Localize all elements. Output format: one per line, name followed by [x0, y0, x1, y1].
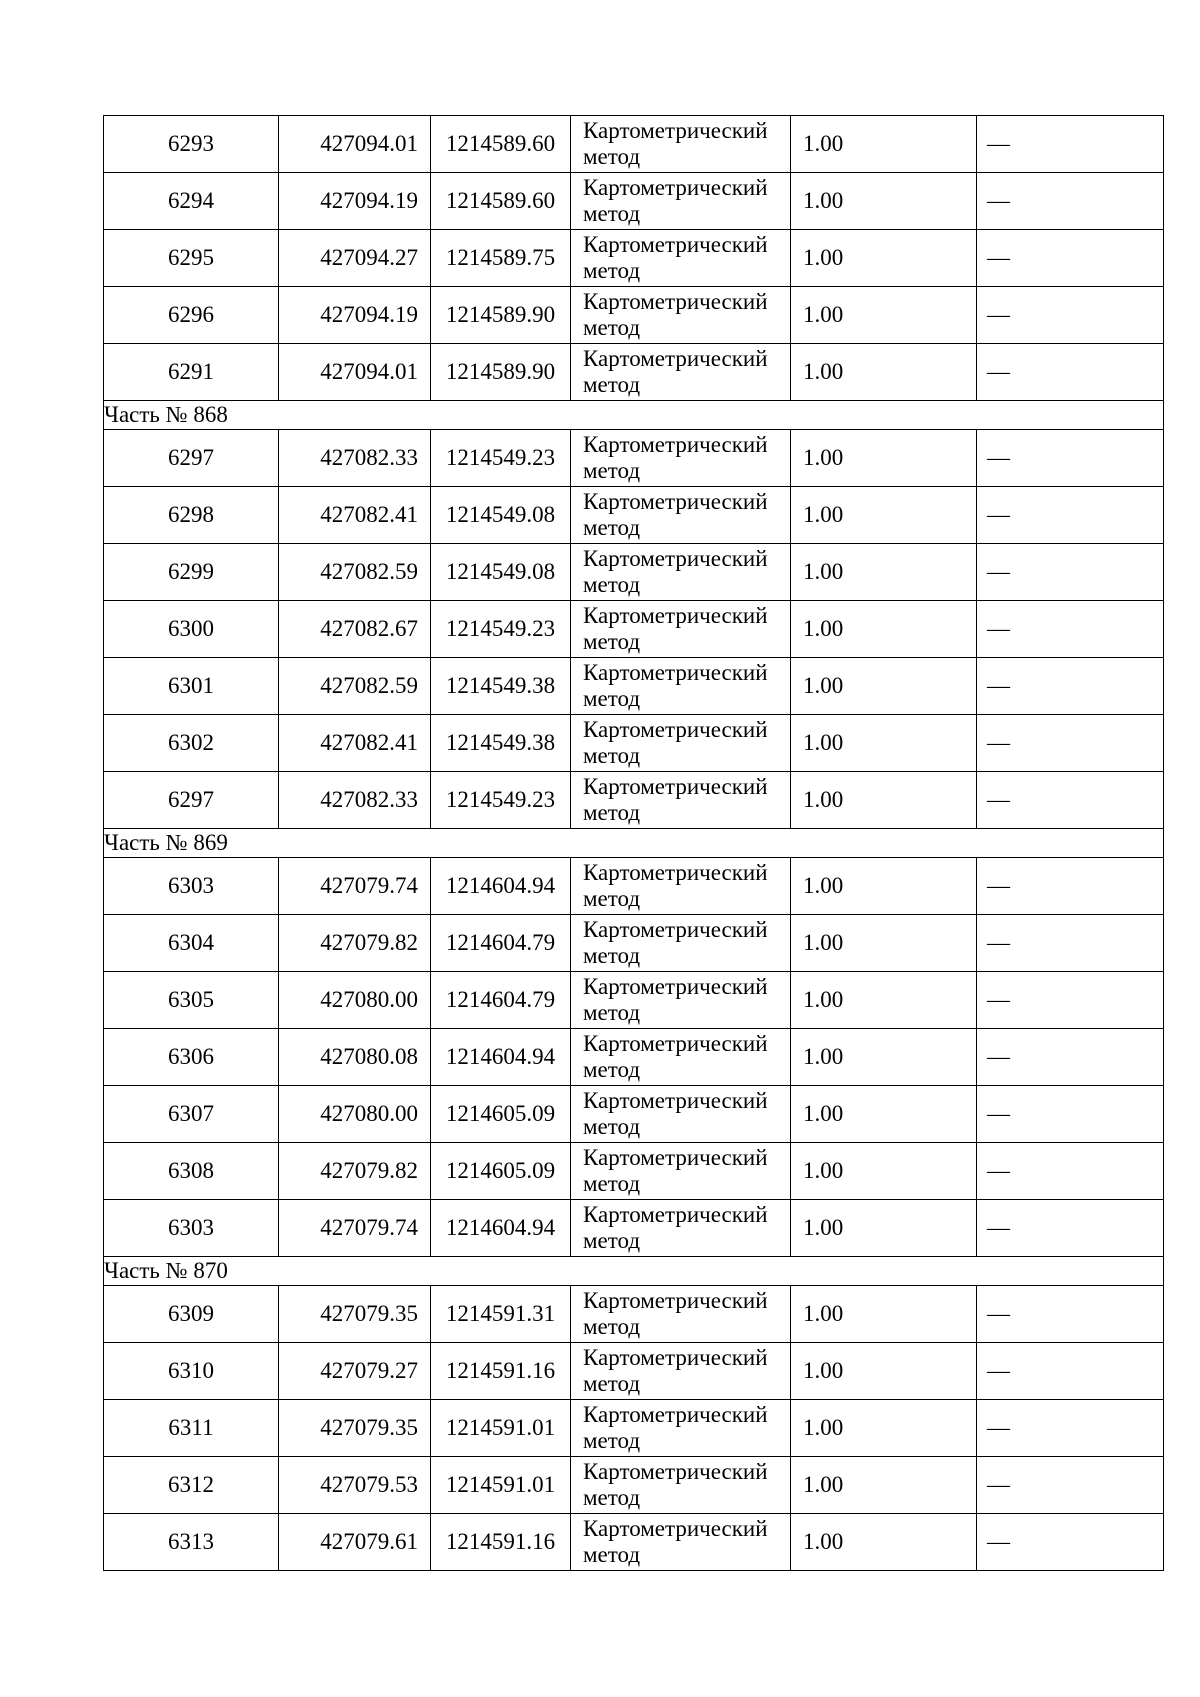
- y-coordinate-cell: 1214549.23: [431, 430, 571, 487]
- table-row: [104, 1086, 1164, 1143]
- accuracy-cell: 1.00: [791, 858, 977, 915]
- y-coordinate-cell: 1214549.08: [431, 544, 571, 601]
- accuracy-cell: 1.00: [791, 715, 977, 772]
- method-line-2: метод: [583, 372, 641, 397]
- method-line-1: Картометрический: [583, 717, 768, 742]
- point-number-cell: 6293: [104, 116, 279, 173]
- table-row: [104, 287, 1164, 344]
- x-coordinate-cell: 427079.82: [279, 1143, 431, 1200]
- method-line-2: метод: [583, 315, 641, 340]
- x-coordinate-cell: 427079.61: [279, 1514, 431, 1571]
- method-line-2: метод: [583, 1114, 641, 1139]
- method-line-2: метод: [583, 743, 641, 768]
- method-line-2: метод: [583, 1314, 641, 1339]
- table-row: [104, 1514, 1164, 1571]
- x-coordinate-cell: 427094.01: [279, 344, 431, 401]
- section-label: Часть № 869: [104, 829, 1164, 858]
- method-line-1: Картометрический: [583, 432, 768, 457]
- method-line-2: метод: [583, 1371, 641, 1396]
- method-line-1: Картометрический: [583, 232, 768, 257]
- description-cell: —: [977, 1514, 1164, 1571]
- accuracy-cell: 1.00: [791, 487, 977, 544]
- table-row: [104, 1343, 1164, 1400]
- method-cell: [571, 430, 791, 487]
- method-line-1: Картометрический: [583, 1345, 768, 1370]
- method-cell: [571, 972, 791, 1029]
- x-coordinate-cell: 427082.41: [279, 487, 431, 544]
- method-line-2: метод: [583, 943, 641, 968]
- method-cell: [571, 173, 791, 230]
- y-coordinate-cell: 1214591.31: [431, 1286, 571, 1343]
- y-coordinate-cell: 1214591.01: [431, 1400, 571, 1457]
- method-cell: [571, 858, 791, 915]
- method-line-1: Картометрический: [583, 1088, 768, 1113]
- point-number-cell: 6311: [104, 1400, 279, 1457]
- y-coordinate-cell: 1214604.79: [431, 972, 571, 1029]
- table-row: [104, 1029, 1164, 1086]
- description-cell: —: [977, 658, 1164, 715]
- x-coordinate-cell: 427082.33: [279, 430, 431, 487]
- accuracy-cell: 1.00: [791, 601, 977, 658]
- description-cell: —: [977, 601, 1164, 658]
- method-line-1: Картометрический: [583, 1202, 768, 1227]
- x-coordinate-cell: 427079.35: [279, 1400, 431, 1457]
- y-coordinate-cell: 1214589.90: [431, 287, 571, 344]
- accuracy-cell: 1.00: [791, 116, 977, 173]
- accuracy-cell: 1.00: [791, 1400, 977, 1457]
- point-number-cell: 6302: [104, 715, 279, 772]
- description-cell: —: [977, 915, 1164, 972]
- section-header-row: [104, 401, 1164, 430]
- method-line-1: Картометрический: [583, 774, 768, 799]
- table-row: [104, 772, 1164, 829]
- method-line-2: метод: [583, 1228, 641, 1253]
- table-row: [104, 430, 1164, 487]
- y-coordinate-cell: 1214549.38: [431, 715, 571, 772]
- accuracy-cell: 1.00: [791, 658, 977, 715]
- point-number-cell: 6294: [104, 173, 279, 230]
- y-coordinate-cell: 1214549.08: [431, 487, 571, 544]
- method-line-1: Картометрический: [583, 860, 768, 885]
- method-cell: [571, 1200, 791, 1257]
- point-number-cell: 6295: [104, 230, 279, 287]
- point-number-cell: 6309: [104, 1286, 279, 1343]
- method-line-1: Картометрический: [583, 118, 768, 143]
- description-cell: —: [977, 972, 1164, 1029]
- x-coordinate-cell: 427079.35: [279, 1286, 431, 1343]
- x-coordinate-cell: 427094.27: [279, 230, 431, 287]
- table-row: [104, 344, 1164, 401]
- table-row: [104, 858, 1164, 915]
- method-cell: [571, 1343, 791, 1400]
- method-cell: [571, 344, 791, 401]
- x-coordinate-cell: 427080.00: [279, 1086, 431, 1143]
- point-number-cell: 6298: [104, 487, 279, 544]
- method-line-1: Картометрический: [583, 1145, 768, 1170]
- description-cell: —: [977, 1457, 1164, 1514]
- accuracy-cell: 1.00: [791, 915, 977, 972]
- y-coordinate-cell: 1214604.94: [431, 1200, 571, 1257]
- point-number-cell: 6304: [104, 915, 279, 972]
- description-cell: —: [977, 858, 1164, 915]
- point-number-cell: 6291: [104, 344, 279, 401]
- method-line-1: Картометрический: [583, 289, 768, 314]
- method-line-2: метод: [583, 800, 641, 825]
- method-line-1: Картометрический: [583, 1402, 768, 1427]
- table-row: [104, 1400, 1164, 1457]
- method-line-2: метод: [583, 686, 641, 711]
- method-cell: [571, 601, 791, 658]
- method-cell: [571, 544, 791, 601]
- method-line-2: метод: [583, 886, 641, 911]
- description-cell: —: [977, 173, 1164, 230]
- method-cell: [571, 1457, 791, 1514]
- method-line-1: Картометрический: [583, 917, 768, 942]
- x-coordinate-cell: 427079.74: [279, 1200, 431, 1257]
- point-number-cell: 6299: [104, 544, 279, 601]
- table-row: [104, 715, 1164, 772]
- table-row: [104, 487, 1164, 544]
- y-coordinate-cell: 1214589.60: [431, 116, 571, 173]
- table-row: [104, 230, 1164, 287]
- accuracy-cell: 1.00: [791, 772, 977, 829]
- method-line-2: метод: [583, 201, 641, 226]
- y-coordinate-cell: 1214605.09: [431, 1086, 571, 1143]
- x-coordinate-cell: 427079.82: [279, 915, 431, 972]
- accuracy-cell: 1.00: [791, 1457, 977, 1514]
- description-cell: —: [977, 116, 1164, 173]
- method-line-2: метод: [583, 458, 641, 483]
- table-row: [104, 658, 1164, 715]
- y-coordinate-cell: 1214605.09: [431, 1143, 571, 1200]
- table-row: [104, 544, 1164, 601]
- point-number-cell: 6301: [104, 658, 279, 715]
- method-line-2: метод: [583, 515, 641, 540]
- description-cell: —: [977, 1029, 1164, 1086]
- accuracy-cell: 1.00: [791, 1286, 977, 1343]
- x-coordinate-cell: 427079.53: [279, 1457, 431, 1514]
- x-coordinate-cell: 427082.41: [279, 715, 431, 772]
- x-coordinate-cell: 427094.01: [279, 116, 431, 173]
- table-row: [104, 972, 1164, 1029]
- section-label: Часть № 870: [104, 1257, 1164, 1286]
- method-cell: [571, 487, 791, 544]
- point-number-cell: 6300: [104, 601, 279, 658]
- point-number-cell: 6297: [104, 772, 279, 829]
- method-cell: [571, 1400, 791, 1457]
- x-coordinate-cell: 427082.67: [279, 601, 431, 658]
- method-line-2: метод: [583, 1057, 641, 1082]
- method-cell: [571, 287, 791, 344]
- x-coordinate-cell: 427082.59: [279, 658, 431, 715]
- y-coordinate-cell: 1214604.94: [431, 858, 571, 915]
- section-header-row: [104, 1257, 1164, 1286]
- description-cell: —: [977, 1200, 1164, 1257]
- method-line-2: метод: [583, 1428, 641, 1453]
- table-row: [104, 1200, 1164, 1257]
- accuracy-cell: 1.00: [791, 1143, 977, 1200]
- method-line-1: Картометрический: [583, 660, 768, 685]
- accuracy-cell: 1.00: [791, 287, 977, 344]
- accuracy-cell: 1.00: [791, 430, 977, 487]
- method-line-2: метод: [583, 258, 641, 283]
- method-line-1: Картометрический: [583, 346, 768, 371]
- description-cell: —: [977, 772, 1164, 829]
- description-cell: —: [977, 1086, 1164, 1143]
- y-coordinate-cell: 1214591.16: [431, 1343, 571, 1400]
- table-row: [104, 116, 1164, 173]
- x-coordinate-cell: 427080.00: [279, 972, 431, 1029]
- y-coordinate-cell: 1214591.01: [431, 1457, 571, 1514]
- table-row: [104, 601, 1164, 658]
- accuracy-cell: 1.00: [791, 1086, 977, 1143]
- coordinates-table: [103, 115, 1164, 1571]
- method-cell: [571, 116, 791, 173]
- method-line-2: метод: [583, 1000, 641, 1025]
- table-row: [104, 915, 1164, 972]
- point-number-cell: 6297: [104, 430, 279, 487]
- method-line-1: Картометрический: [583, 974, 768, 999]
- point-number-cell: 6312: [104, 1457, 279, 1514]
- method-line-2: метод: [583, 1171, 641, 1196]
- method-line-1: Картометрический: [583, 1516, 768, 1541]
- section-label: Часть № 868: [104, 401, 1164, 430]
- y-coordinate-cell: 1214549.38: [431, 658, 571, 715]
- description-cell: —: [977, 1286, 1164, 1343]
- accuracy-cell: 1.00: [791, 544, 977, 601]
- point-number-cell: 6308: [104, 1143, 279, 1200]
- method-line-1: Картометрический: [583, 1459, 768, 1484]
- description-cell: —: [977, 230, 1164, 287]
- y-coordinate-cell: 1214549.23: [431, 601, 571, 658]
- x-coordinate-cell: 427082.33: [279, 772, 431, 829]
- description-cell: —: [977, 1400, 1164, 1457]
- accuracy-cell: 1.00: [791, 173, 977, 230]
- point-number-cell: 6303: [104, 858, 279, 915]
- accuracy-cell: 1.00: [791, 230, 977, 287]
- method-cell: [571, 1286, 791, 1343]
- accuracy-cell: 1.00: [791, 344, 977, 401]
- point-number-cell: 6307: [104, 1086, 279, 1143]
- method-cell: [571, 772, 791, 829]
- x-coordinate-cell: 427079.74: [279, 858, 431, 915]
- point-number-cell: 6310: [104, 1343, 279, 1400]
- method-cell: [571, 715, 791, 772]
- accuracy-cell: 1.00: [791, 1343, 977, 1400]
- method-line-2: метод: [583, 572, 641, 597]
- description-cell: —: [977, 287, 1164, 344]
- description-cell: —: [977, 344, 1164, 401]
- x-coordinate-cell: 427094.19: [279, 287, 431, 344]
- method-cell: [571, 915, 791, 972]
- description-cell: —: [977, 544, 1164, 601]
- method-line-1: Картометрический: [583, 489, 768, 514]
- point-number-cell: 6303: [104, 1200, 279, 1257]
- y-coordinate-cell: 1214591.16: [431, 1514, 571, 1571]
- y-coordinate-cell: 1214589.60: [431, 173, 571, 230]
- method-line-1: Картометрический: [583, 603, 768, 628]
- method-line-1: Картометрический: [583, 1288, 768, 1313]
- method-cell: [571, 658, 791, 715]
- x-coordinate-cell: 427079.27: [279, 1343, 431, 1400]
- y-coordinate-cell: 1214549.23: [431, 772, 571, 829]
- point-number-cell: 6306: [104, 1029, 279, 1086]
- table-row: [104, 1286, 1164, 1343]
- description-cell: —: [977, 715, 1164, 772]
- description-cell: —: [977, 1143, 1164, 1200]
- point-number-cell: 6305: [104, 972, 279, 1029]
- y-coordinate-cell: 1214604.94: [431, 1029, 571, 1086]
- description-cell: —: [977, 1343, 1164, 1400]
- method-line-1: Картометрический: [583, 175, 768, 200]
- table-row: [104, 1457, 1164, 1514]
- section-header-row: [104, 829, 1164, 858]
- method-line-1: Картометрический: [583, 546, 768, 571]
- method-line-1: Картометрический: [583, 1031, 768, 1056]
- method-line-2: метод: [583, 1542, 641, 1567]
- method-cell: [571, 1029, 791, 1086]
- accuracy-cell: 1.00: [791, 1200, 977, 1257]
- x-coordinate-cell: 427080.08: [279, 1029, 431, 1086]
- method-line-2: метод: [583, 144, 641, 169]
- y-coordinate-cell: 1214589.90: [431, 344, 571, 401]
- x-coordinate-cell: 427094.19: [279, 173, 431, 230]
- method-cell: [571, 1143, 791, 1200]
- accuracy-cell: 1.00: [791, 1514, 977, 1571]
- description-cell: —: [977, 430, 1164, 487]
- y-coordinate-cell: 1214604.79: [431, 915, 571, 972]
- method-line-2: метод: [583, 629, 641, 654]
- accuracy-cell: 1.00: [791, 1029, 977, 1086]
- method-cell: [571, 1514, 791, 1571]
- table-row: [104, 1143, 1164, 1200]
- coordinates-table-body: [104, 116, 1164, 1571]
- description-cell: —: [977, 487, 1164, 544]
- y-coordinate-cell: 1214589.75: [431, 230, 571, 287]
- point-number-cell: 6313: [104, 1514, 279, 1571]
- method-line-2: метод: [583, 1485, 641, 1510]
- table-row: [104, 173, 1164, 230]
- point-number-cell: 6296: [104, 287, 279, 344]
- x-coordinate-cell: 427082.59: [279, 544, 431, 601]
- accuracy-cell: 1.00: [791, 972, 977, 1029]
- method-cell: [571, 1086, 791, 1143]
- method-cell: [571, 230, 791, 287]
